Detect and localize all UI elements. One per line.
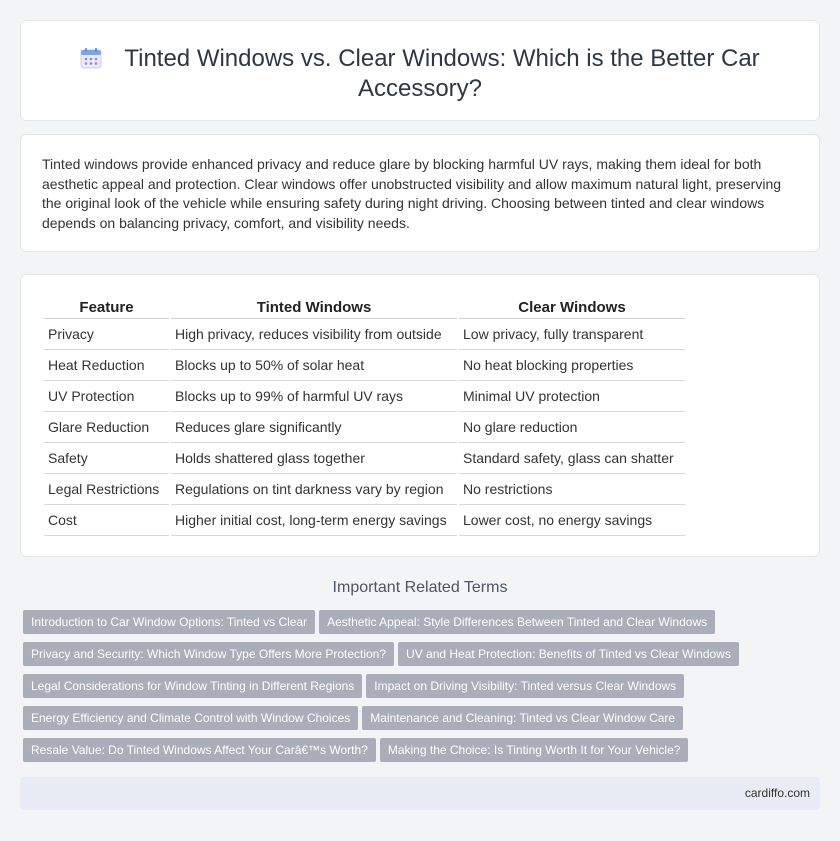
cell-clear: No restrictions xyxy=(459,474,685,505)
cell-tinted: Blocks up to 50% of solar heat xyxy=(171,350,457,381)
related-terms-row xyxy=(23,706,813,738)
cell-clear: Minimal UV protection xyxy=(459,381,685,412)
related-terms-row xyxy=(23,642,813,674)
cell-clear: No heat blocking properties xyxy=(459,350,685,381)
cell-feature: Legal Restrictions xyxy=(44,474,169,505)
table-row xyxy=(44,505,685,536)
table-row xyxy=(44,319,685,350)
column-header-tinted: Tinted Windows xyxy=(171,295,457,319)
related-term-link[interactable]: Resale Value: Do Tinted Windows Affect Your Carâ€™s Worth? xyxy=(23,738,376,762)
table-row xyxy=(44,350,685,381)
cell-feature: Safety xyxy=(44,443,169,474)
page-title xyxy=(21,44,819,104)
related-term-link[interactable]: Impact on Driving Visibility: Tinted versus Clear Windows xyxy=(366,674,684,698)
title-card xyxy=(20,20,820,121)
column-header-clear: Clear Windows xyxy=(459,295,685,319)
cell-clear: No glare reduction xyxy=(459,412,685,443)
cell-tinted: Reduces glare significantly xyxy=(171,412,457,443)
related-term-link[interactable]: Energy Efficiency and Climate Control with Window Choices xyxy=(23,706,358,730)
cell-tinted: Higher initial cost, long-term energy savings xyxy=(171,505,457,536)
calendar-icon xyxy=(80,47,102,69)
cell-feature: Cost xyxy=(44,505,169,536)
related-term-link[interactable]: Making the Choice: Is Tinting Worth It for Your Vehicle? xyxy=(380,738,689,762)
related-terms-title: Important Related Terms xyxy=(332,579,508,596)
related-term-link[interactable]: Aesthetic Appeal: Style Differences Between Tinted and Clear Windows xyxy=(319,610,715,634)
page-title-text: Tinted Windows vs. Clear Windows: Which is the Better Car Accessory? xyxy=(124,45,760,102)
related-term-link[interactable]: UV and Heat Protection: Benefits of Tinted vs Clear Windows xyxy=(398,642,739,666)
cell-clear: Lower cost, no energy savings xyxy=(459,505,685,536)
related-term-link[interactable]: Legal Considerations for Window Tinting in Different Regions xyxy=(23,674,362,698)
footer-site: cardiffo.com xyxy=(744,786,810,800)
cell-clear: Low privacy, fully transparent xyxy=(459,319,685,350)
cell-tinted: Blocks up to 99% of harmful UV rays xyxy=(171,381,457,412)
intro-paragraph: Tinted windows provide enhanced privacy and reduce glare by blocking harmful UV rays, making them ideal for both aesthetic appeal and protection. Clear windows offer unobstructed visibility and allow maximum natural light, preserving the original look of the vehicle while ensuring safety during night driving. Choosing between tinted and clear windows depends on balancing privacy, comfort, and visibility needs. xyxy=(42,156,782,231)
related-terms-row xyxy=(23,738,813,770)
cell-feature: Glare Reduction xyxy=(44,412,169,443)
comparison-table xyxy=(42,295,687,536)
related-term-link[interactable]: Maintenance and Cleaning: Tinted vs Clear Window Care xyxy=(362,706,683,730)
table-row xyxy=(44,443,685,474)
footer xyxy=(20,777,820,810)
table-header-row xyxy=(44,295,685,319)
cell-feature: UV Protection xyxy=(44,381,169,412)
related-term-link[interactable]: Privacy and Security: Which Window Type Offers More Protection? xyxy=(23,642,394,666)
table-row xyxy=(44,412,685,443)
cell-tinted: Regulations on tint darkness vary by region xyxy=(171,474,457,505)
related-terms-row xyxy=(23,674,813,706)
related-terms-row xyxy=(23,610,813,642)
cell-clear: Standard safety, glass can shatter xyxy=(459,443,685,474)
intro-card xyxy=(20,134,820,252)
cell-feature: Privacy xyxy=(44,319,169,350)
related-term-link[interactable]: Introduction to Car Window Options: Tinted vs Clear xyxy=(23,610,315,634)
comparison-card xyxy=(20,274,820,557)
table-row xyxy=(44,474,685,505)
table-row xyxy=(44,381,685,412)
cell-tinted: Holds shattered glass together xyxy=(171,443,457,474)
related-terms-list xyxy=(23,610,813,770)
column-header-feature: Feature xyxy=(44,295,169,319)
cell-feature: Heat Reduction xyxy=(44,350,169,381)
cell-tinted: High privacy, reduces visibility from outside xyxy=(171,319,457,350)
